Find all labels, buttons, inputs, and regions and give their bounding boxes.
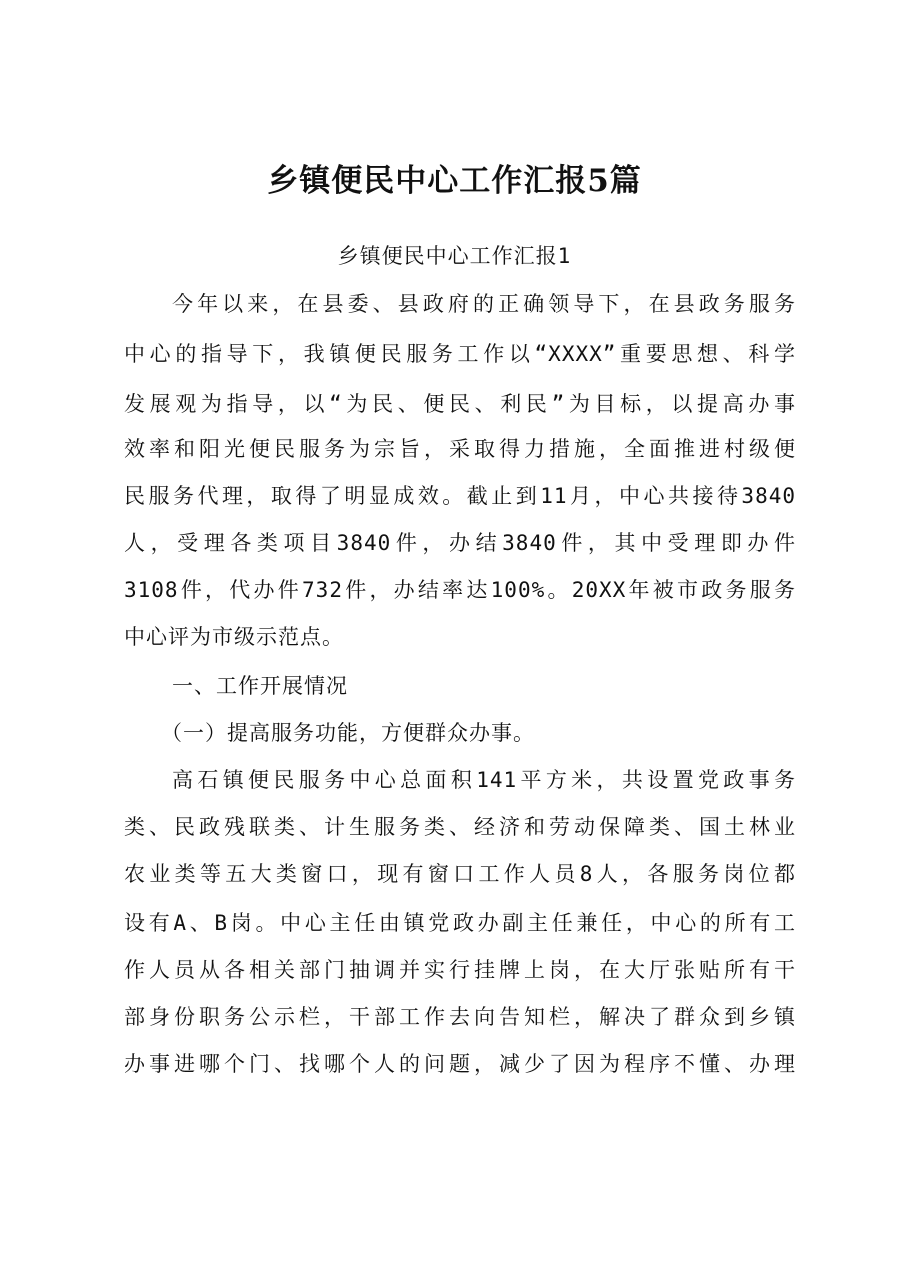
paragraph-line: 中心评为市级示范点。 (124, 625, 344, 649)
paragraph-line: 作人员从各相关部门抽调并实行挂牌上岗，在大厅张贴所有干 (124, 958, 796, 982)
paragraph-line: 中心的指导下，我镇便民服务工作以“XXXX”重要思想、科学 (124, 342, 796, 366)
paragraph-line: 今年以来，在县委、县政府的正确领导下，在县政务服务 (172, 292, 796, 316)
paragraph-line: 发展观为指导，以“为民、便民、利民”为目标，以提高办事 (124, 392, 796, 416)
paragraph-line: 农业类等五大类窗口，现有窗口工作人员8人，各服务岗位都 (124, 862, 796, 886)
paragraph-line: 办事进哪个门、找哪个人的问题，减少了因为程序不懂、办理 (124, 1052, 796, 1076)
document-title: 乡镇便民中心工作汇报5篇 (267, 163, 642, 199)
paragraph-line: 民服务代理，取得了明显成效。截止到11月，中心共接待3840 (124, 484, 796, 508)
paragraph-line: 高石镇便民服务中心总面积141平方米，共设置党政事务 (172, 768, 796, 792)
paragraph-line: 设有A、B岗。中心主任由镇党政办副主任兼任，中心的所有工 (124, 911, 796, 935)
subsection-heading: （一）提高服务功能，方便群众办事。 (161, 721, 535, 745)
paragraph-line: 部身份职务公示栏，干部工作去向告知栏，解决了群众到乡镇 (124, 1005, 796, 1029)
document-subtitle: 乡镇便民中心工作汇报1 (337, 244, 572, 268)
paragraph-line: 人，受理各类项目3840件，办结3840件，其中受理即办件 (124, 531, 796, 555)
paragraph-line: 类、民政残联类、计生服务类、经济和劳动保障类、国土林业 (124, 815, 796, 839)
section-heading: 一、工作开展情况 (172, 674, 348, 698)
paragraph-line: 3108件，代办件732件，办结率达100%。20XX年被市政务服务 (124, 578, 796, 602)
paragraph-line: 效率和阳光便民服务为宗旨，采取得力措施，全面推进村级便 (124, 437, 796, 461)
